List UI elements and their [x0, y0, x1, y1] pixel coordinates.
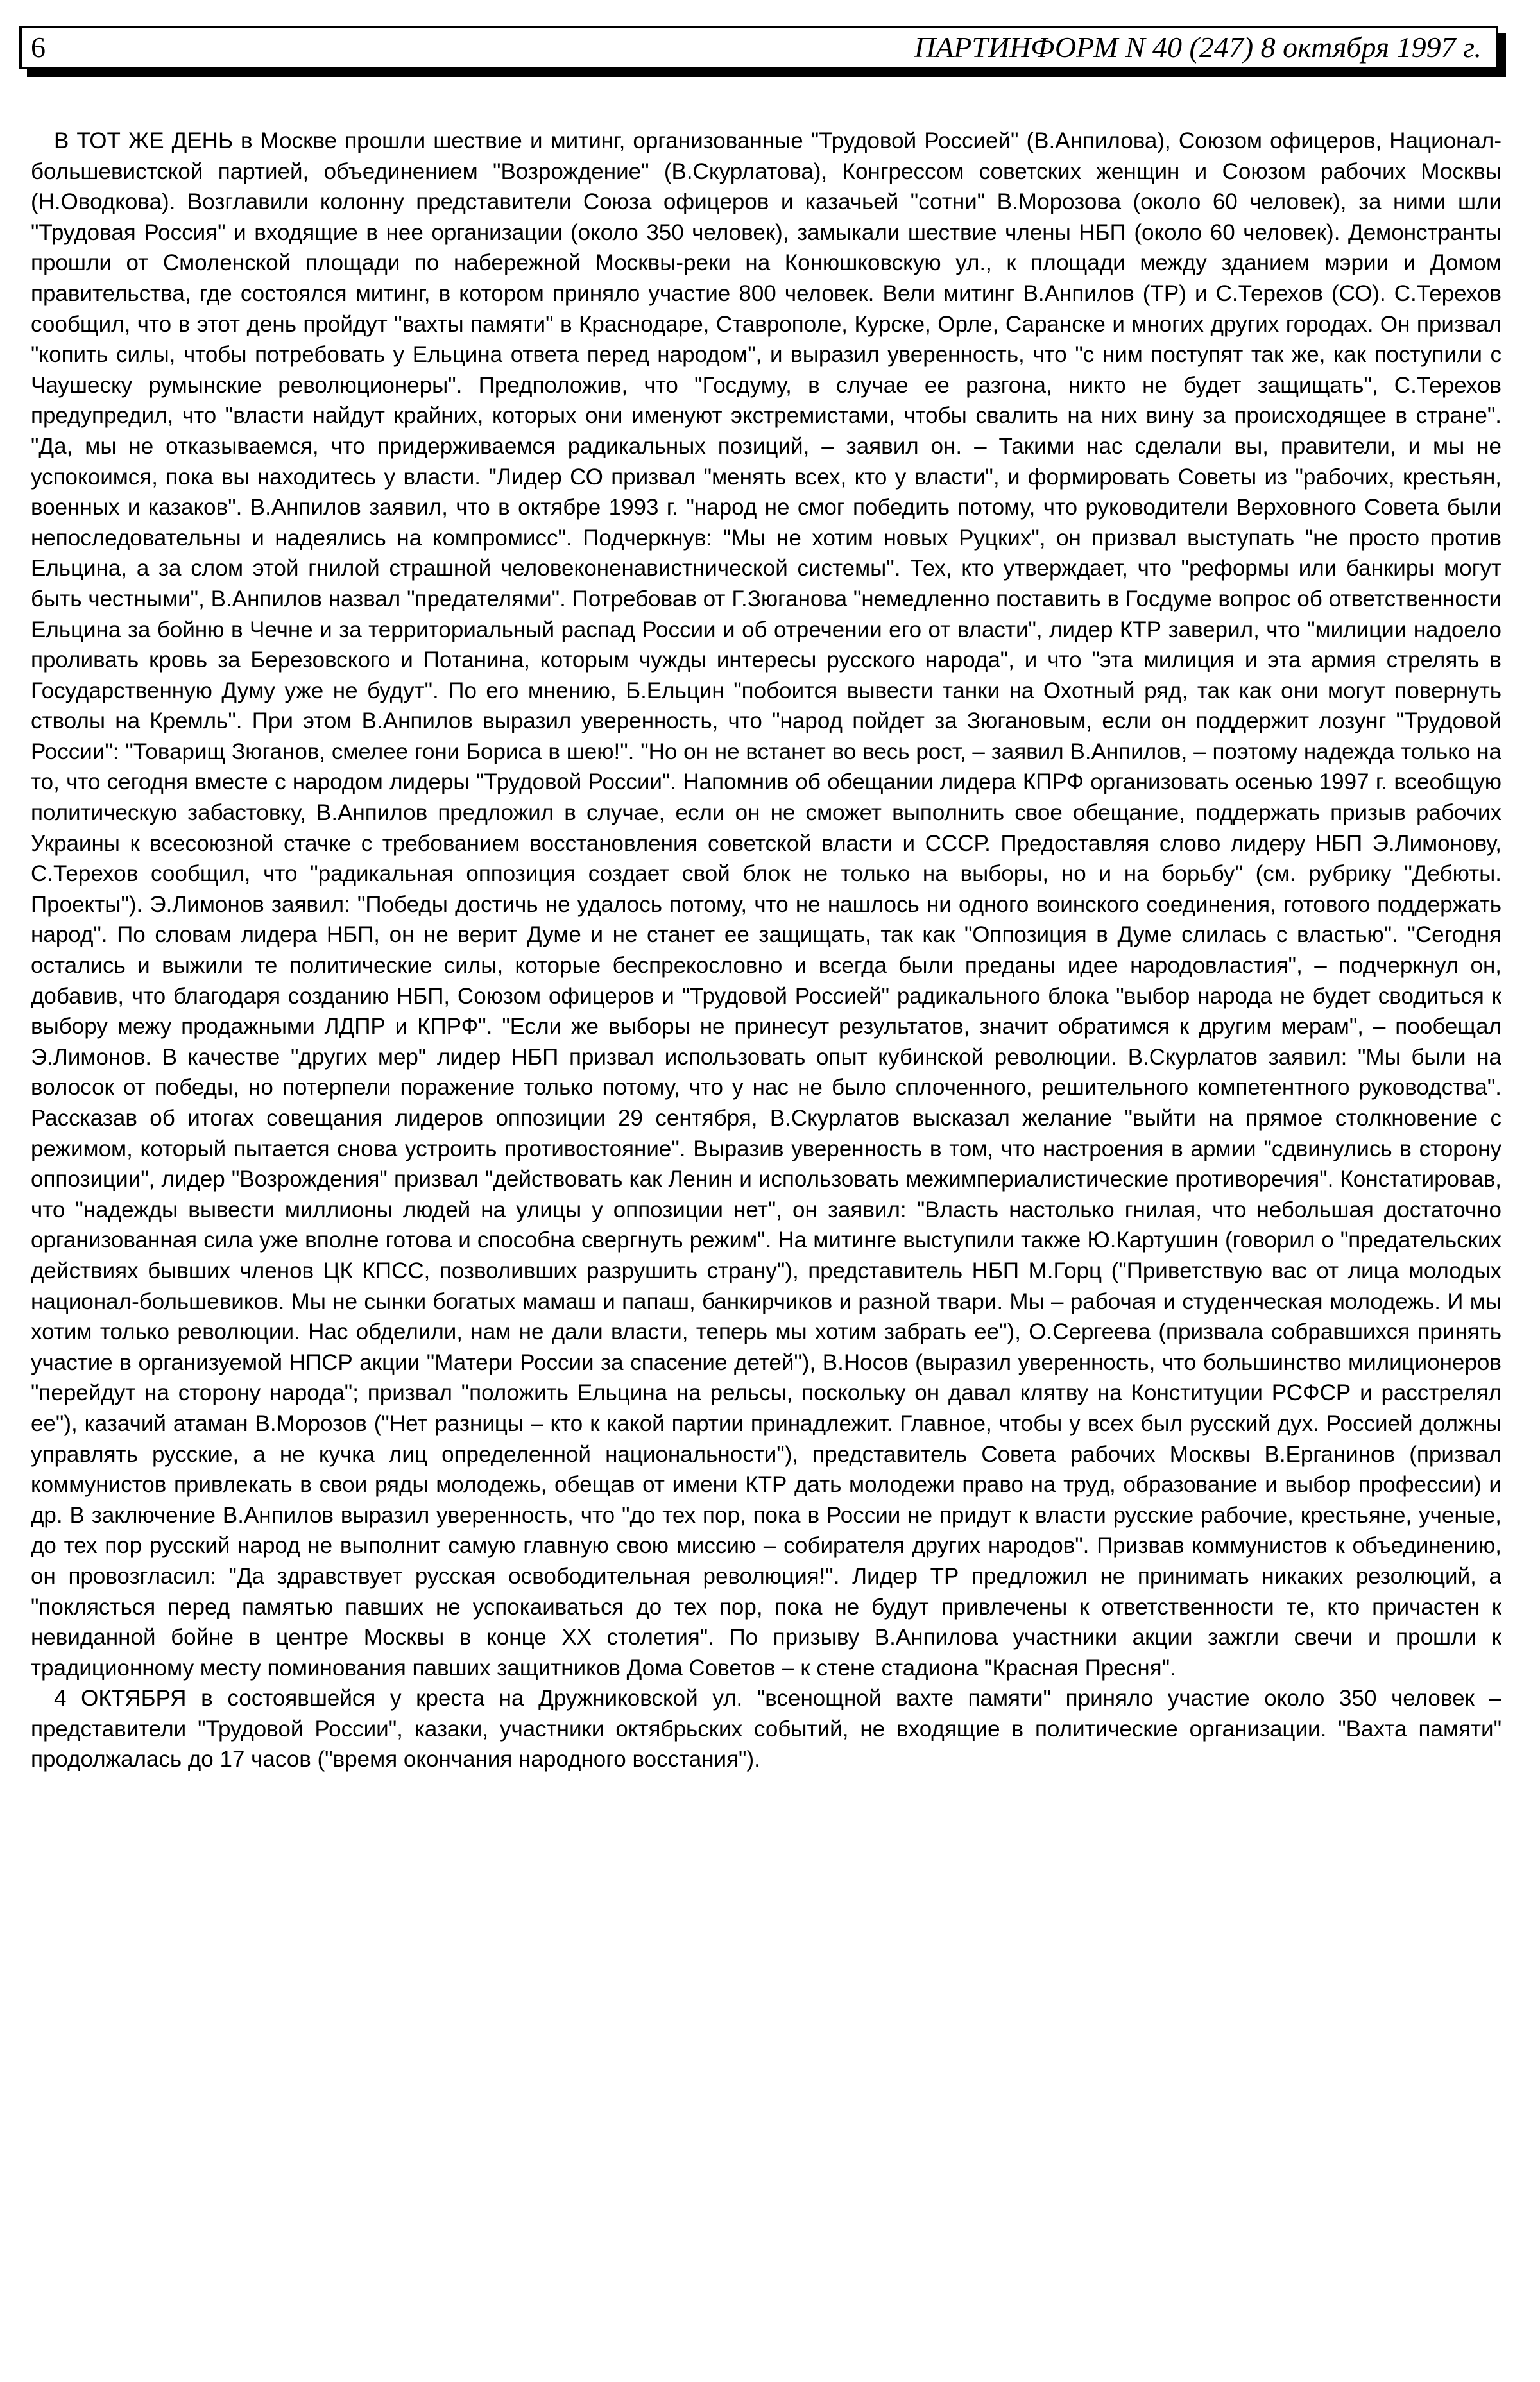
article-body — [31, 126, 1502, 1775]
page-header — [19, 26, 1498, 69]
publication-title: ПАРТИНФОРМ N 40 (247) 8 октября 1997 г. — [914, 31, 1482, 64]
page-number: 6 — [31, 31, 46, 64]
article-paragraph: 4 ОКТЯБРЯ в состоявшейся у креста на Дружниковской ул. "всенощной вахте памяти" приняло участие около 350 человек – представители "Трудовой России", казаки, участники октябрьских событий, не входящие в политические организации. "Вахта памяти" продолжалась до 17 часов ("время окончания народного восстания"). — [31, 1686, 1502, 1772]
article-paragraph: В ТОТ ЖЕ ДЕНЬ в Москве прошли шествие и митинг, организованные "Трудовой Россией" (В.Анпилова), Союзом офицеров, Национал-большевистской партией, объединением "Возрождение" (В.Скурлатова), Конгрессом советских женщин и Союзом рабочих Москвы (Н.Оводкова). Возглавили колонну представители Союза офицеров и казачьей "сотни" В.Морозова (около 60 человек), за ними шли "Трудовая Россия" и входящие в нее организации (около 350 человек), замыкали шествие члены НБП (около 60 человек). Демонстранты прошли от Смоленской площади по набережной Москвы-реки на Конюшковскую ул., к площади между зданием мэрии и Домом правительства, где состоялся митинг, в котором приняло участие 800 человек. Вели митинг В.Анпилов (ТР) и С.Терехов (СО). С.Терехов сообщил, что в этот день пройдут "вахты памяти" в Краснодаре, Ставрополе, Курске, Орле, Саранске и многих других городах. Он призвал "копить силы, чтобы потребовать у Ельцина ответа перед народом", и выразил уверенность, что "с ним поступят так же, как поступили с Чаушеску румынские революционеры". Предположив, что "Госдуму, в случае ее разгона, никто не будет защищать", С.Терехов предупредил, что "власти найдут крайних, которых они именуют экстремистами, чтобы свалить на них вину за происходящее в стране". "Да, мы не отказываемся, что придерживаемся радикальных позиций, – заявил он. – Такими нас сделали вы, правители, и мы не успокоимся, пока вы находитесь у власти. "Лидер СО призвал "менять всех, кто у власти", и формировать Советы из "рабочих, крестьян, военных и казаков". В.Анпилов заявил, что в октябре 1993 г. "народ не смог победить потому, что руководители Верховного Совета были непоследовательны и надеялись на компромисс". Подчеркнув: "Мы не хотим новых Руцких", он призвал выступать "не просто против Ельцина, а за слом этой гнилой страшной человеконенавистнической системы". Тех, кто утверждает, что "реформы или банкиры могут быть честными", В.Анпилов назвал "предателями". Потребовав от Г.Зюганова "немедленно поставить в Госдуме вопрос об ответственности Ельцина за бойню в Чечне и за территориальный распад России и об отречении его от власти", лидер КТР заверил, что "милиции надоело проливать кровь за Березовского и Потанина, которым чужды интересы русского народа", и что "эта милиция и эта армия стрелять в Государственную Думу уже не будут". По его мнению, Б.Ельцин "побоится вывести танки на Охотный ряд, так как они могут повернуть стволы на Кремль". При этом В.Анпилов выразил уверенность, что "народ пойдет за Зюгановым, если он поддержит лозунг "Трудовой России": "Товарищ Зюганов, смелее гони Бориса в шею!". "Но он не встанет во весь рост, – заявил В.Анпилов, – поэтому надежда только на то, что сегодня вместе с народом лидеры "Трудовой России". Напомнив об обещании лидера КПРФ организовать осенью 1997 г. всеобщую политическую забастовку, В.Анпилов предложил в случае, если он не сможет выполнить свое обещание, поддержать призыв рабочих Украины к всесоюзной стачке с требованием восстановления советской власти и СССР. Предоставляя слово лидеру НБП Э.Лимонову, С.Терехов сообщил, что "радикальная оппозиция создает свой блок не только на выборы, но и на борьбу" (см. рубрику "Дебюты. Проекты"). Э.Лимонов заявил: "Победы достичь не удалось потому, что не нашлось ни одного воинского соединения, готового поддержать народ". По словам лидера НБП, он не верит Думе и не станет ее защищать, так как "Оппозиция в Думе слилась с властью". "Сегодня остались и выжили те политические силы, которые беспрекословно и всегда были преданы идее народовластия", – подчеркнул он, добавив, что благодаря созданию НБП, Союзом офицеров и "Трудовой Россией" радикального блока "выбор народа не будет сводиться к выбору межу продажными ЛДПР и КПРФ". "Если же выборы не принесут результатов, значит обратимся к другим мерам", – пообещал Э.Лимонов. В качестве "других мер" лидер НБП призвал использовать опыт кубинской революции. В.Скурлатов заявил: "Мы были на волосок от победы, но потерпели поражение только потому, что у нас не было сплоченного, решительного компетентного руководства". Рассказав об итогах совещания лидеров оппозиции 29 сентября, В.Скурлатов высказал желание "выйти на прямое столкновение с режимом, который пытается снова устроить противостояние". Выразив уверенность в том, что настроения в армии "сдвинулись в сторону оппозиции", лидер "Возрождения" призвал "действовать как Ленин и использовать межимпериалистические противоречия". Констатировав, что "надежды вывести миллионы людей на улицы у оппозиции нет", он заявил: "Власть настолько гнилая, что небольшая достаточно организованная сила уже вполне готова и способна свергнуть режим". На митинге выступили также Ю.Картушин (говорил о "предательских действиях бывших членов ЦК КПСС, позволивших разрушить страну"), представитель НБП М.Горц ("Приветствую вас от лица молодых национал-большевиков. Мы не сынки богатых мамаш и папаш, банкирчиков и разной твари. Мы – рабочая и студенческая молодежь. И мы хотим только революции. Нас обделили, нам не дали власти, теперь мы хотим забрать ее"), О.Сергеева (призвала собравшихся принять участие в организуемой НПСР акции "Матери России за спасение детей"), В.Носов (выразил уверенность, что большинство милиционеров "перейдут на сторону народа"; призвал "положить Ельцина на рельсы, поскольку он давал клятву на Конституции РСФСР и расстрелял ее"), казачий атаман В.Морозов ("Нет разницы – кто к какой партии принадлежит. Главное, чтобы у всех был русский дух. Россией должны управлять русские, а не кучка лиц определенной национальности"), представитель Совета рабочих Москвы В.Ерганинов (призвал коммунистов привлекать в свои ряды молодежь, обещав от имени КТР дать молодежи право на труд, образование и выбор профессии) и др. В заключение В.Анпилов выразил уверенность, что "до тех пор, пока в России не придут к власти русские рабочие, крестьяне, ученые, до тех пор русский народ не выполнит самую главную свою миссию – собирателя других народов". Призвав коммунистов к объединению, он провозгласил: "Да здравствует русская освободительная революция!". Лидер ТР предложил не принимать никаких резолюций, а "поклясться перед памятью павших не успокаиваться до тех пор, пока не будут привлечены к ответственности те, кто причастен к невиданной бойне в центре Москвы в конце ХХ столетия". По призыву В.Анпилова участники акции зажгли свечи и прошли к традиционному месту поминования павших защитников Дома Советов – к стене стадиона "Красная Пресня". — [31, 128, 1502, 1681]
